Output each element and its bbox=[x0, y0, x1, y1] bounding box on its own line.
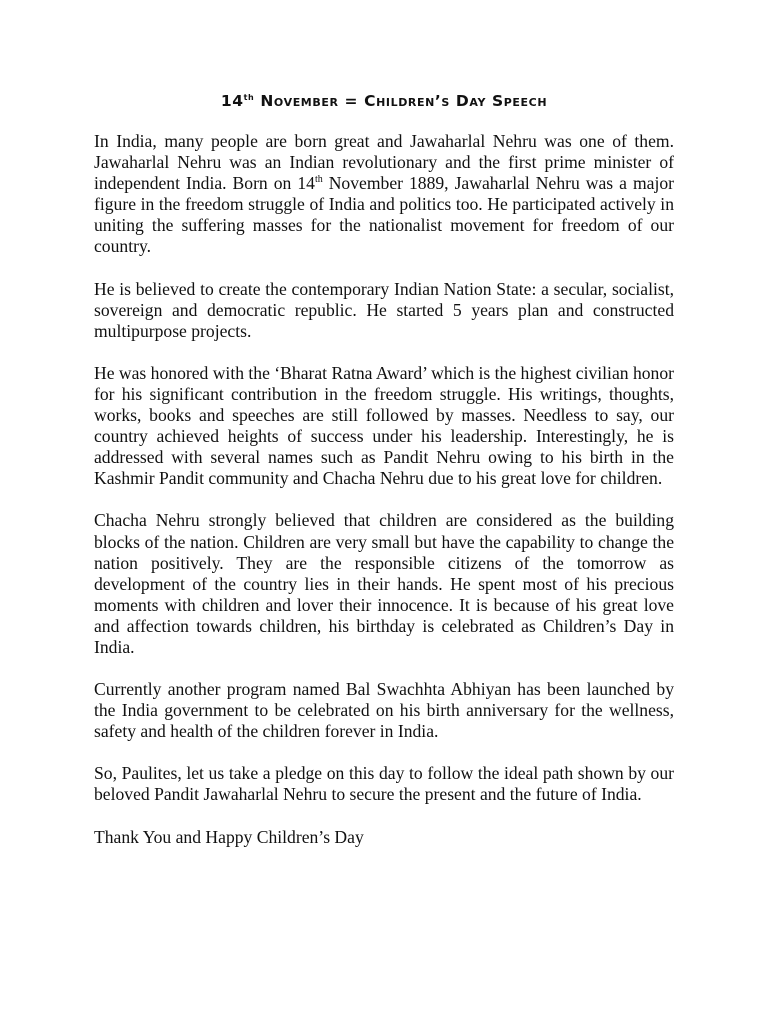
paragraph-closing: Thank You and Happy Children’s Day bbox=[94, 826, 364, 847]
paragraph-pledge: So, Paulites, let us take a pledge on this day to follow the ideal path shown by our beloved Pandit Jawaharlal Nehru to secure the present and the future of India. bbox=[94, 763, 674, 805]
page-title bbox=[0, 92, 768, 110]
paragraph-swachhta-abhiyan: Currently another program named Bal Swachhta Abhiyan has been launched by the India government to be celebrated on his birth anniversary for the wellness, safety and health of the children forever in India. bbox=[94, 679, 674, 742]
paragraph-nation-state: He is believed to create the contemporary Indian Nation State: a secular, socialist, sovereign and democratic republic. He started 5 years plan and constructed multipurpose projects. bbox=[94, 278, 674, 341]
title-date-suffix: th bbox=[243, 92, 255, 102]
paragraph-intro bbox=[94, 131, 674, 258]
title-date-number: 14 bbox=[220, 92, 244, 110]
paragraph-intro-text-start: In India, many people are born great and Jawaharlal Nehru was one of them. Jawaharlal Nehru was an Indian revolutionary and the first prime minister of independent India. Born on 14 bbox=[94, 131, 674, 194]
title-text: November = Children’s Day Speech bbox=[254, 92, 548, 110]
paragraph-chacha-nehru: Chacha Nehru strongly believed that children are considered as the building blocks of the nation. Children are very small but have the capability to change the nation positively. They are the responsible citizens of the tomorrow as development of the country lies in their hands. He spent most of his precious moments with children and lover their innocence. It is because of his great love and affection towards children, his birthday is celebrated as Children’s Day in India. bbox=[94, 510, 674, 657]
paragraph-intro-date-suffix: th bbox=[314, 174, 323, 186]
speech-body bbox=[94, 131, 674, 869]
paragraph-bharat-ratna: He was honored with the ‘Bharat Ratna Award’ which is the highest civilian honor for his significant contribution in the freedom struggle. His writings, thoughts, works, books and speeches are still followed by masses. Needless to say, our country achieved heights of success under his leadership. Interestingly, he is addressed with several names such as Pandit Nehru owing to his birth in the Kashmir Pandit community and Chacha Nehru due to his great love for children. bbox=[94, 362, 674, 489]
paragraph-intro-text-end: November 1889, Jawaharlal Nehru was a major figure in the freedom struggle of India and politics too. He participated actively in uniting the suffering masses for the nationalist movement for freedom of our country. bbox=[94, 173, 674, 257]
